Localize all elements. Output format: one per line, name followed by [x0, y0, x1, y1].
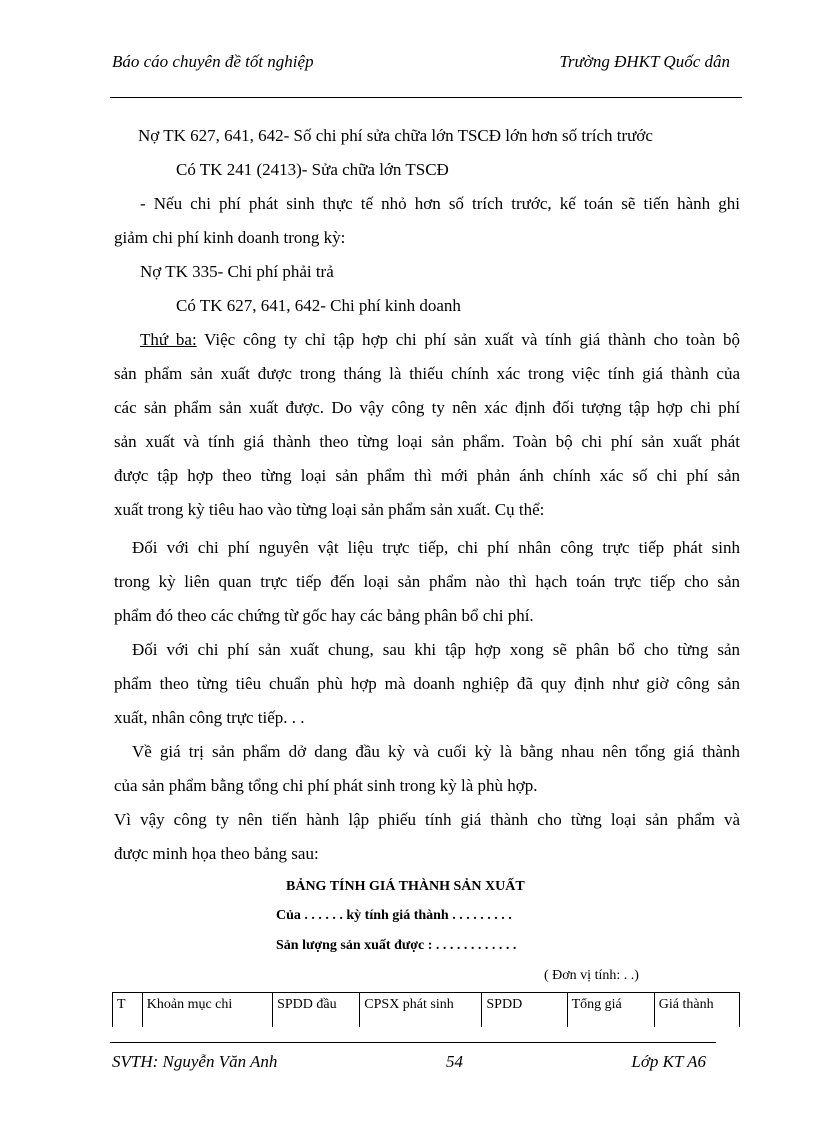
table-header-cell: SPDD đầu: [273, 993, 360, 1028]
text-line: Đối với chi phí sản xuất chung, sau khi tập hợp xong sẽ phân bổ cho từng sản: [132, 640, 740, 659]
text-line: xuất, nhân công trực tiếp. . .: [114, 708, 305, 727]
text-line: Vì vậy công ty nên tiến hành lập phiếu tính giá thành cho từng loại sản phẩm và: [114, 810, 740, 829]
text-line: của sản phẩm bằng tổng chi phí phát sinh trong kỳ là phù hợp.: [114, 776, 538, 795]
text-line: xuất trong kỳ tiêu hao vào từng loại sản phẩm sản xuất. Cụ thể:: [114, 500, 545, 519]
text-line: phẩm đó theo các chứng từ gốc hay các bảng phân bổ chi phí.: [114, 606, 534, 625]
table-header-cell: SPDD: [482, 993, 567, 1028]
table-header-cell: T: [113, 993, 143, 1028]
text-line: Về giá trị sản phẩm dở dang đầu kỳ và cuối kỳ là bằng nhau nên tổng giá thành: [132, 742, 740, 761]
text-line: Nợ TK 627, 641, 642- Số chi phí sửa chữa lớn TSCĐ lớn hơn số trích trước: [138, 126, 653, 145]
table-subtitle: Sản lượng sản xuất được : . . . . . . . . . . . .: [276, 938, 517, 953]
text-line: giảm chi phí kinh doanh trong kỳ:: [114, 228, 346, 247]
text-line: các sản phẩm sản xuất được. Do vậy công ty nên xác định đối tượng tập hợp chi phí: [114, 398, 740, 417]
text-line: [140, 330, 740, 350]
table-header-cell: Giá thành: [654, 993, 739, 1028]
table-header-cell: Khoản mục chi: [142, 993, 272, 1028]
text-line: được minh họa theo bảng sau:: [114, 844, 319, 863]
text-line: Có TK 627, 641, 642- Chi phí kinh doanh: [176, 296, 461, 315]
header-right: Trường ĐHKT Quốc dân: [559, 52, 730, 71]
table-title: BẢNG TÍNH GIÁ THÀNH SẢN XUẤT: [286, 879, 525, 894]
section-label: Thứ ba:: [140, 330, 197, 349]
footer-left: SVTH: Nguyễn Văn Anh: [112, 1052, 278, 1071]
footer-rule: [110, 1042, 716, 1043]
header-left: Báo cáo chuyên đề tốt nghiệp: [112, 52, 314, 71]
text-line: sản xuất và tính giá thành theo từng loại sản phẩm. Toàn bộ chi phí sản xuất phát: [114, 432, 740, 451]
text-line: trong kỳ liên quan trực tiếp đến loại sản phẩm nào thì hạch toán trực tiếp cho sản: [114, 572, 740, 591]
text-line: Có TK 241 (2413)- Sửa chữa lớn TSCĐ: [176, 160, 449, 179]
footer-right: Lớp KT A6: [631, 1052, 706, 1071]
unit-note: ( Đơn vị tính: . .): [544, 968, 639, 983]
text-line: Đối với chi phí nguyên vật liệu trực tiếp, chi phí nhân công trực tiếp phát sinh: [132, 538, 740, 557]
text-line: - Nếu chi phí phát sinh thực tế nhỏ hơn số trích trước, kế toán sẽ tiến hành ghi: [140, 194, 740, 213]
table-header-cell: Tổng giá: [567, 993, 654, 1028]
table-subtitle: Của . . . . . . kỳ tính giá thành . . . . . . . . .: [276, 908, 512, 923]
text-span: Việc công ty chỉ tập hợp chi phí sản xuất và tính giá thành cho toàn bộ: [196, 330, 740, 349]
text-line: Nợ TK 335- Chi phí phải trả: [140, 262, 334, 281]
cost-table: [112, 992, 740, 1027]
header-rule: [110, 97, 742, 98]
text-line: sản phẩm sản xuất được trong tháng là thiếu chính xác trong việc tính giá thành của: [114, 364, 740, 383]
text-line: được tập hợp theo từng loại sản phẩm thì mới phản ánh chính xác số chi phí sản: [114, 466, 740, 485]
page-number: 54: [446, 1052, 463, 1071]
text-line: phẩm theo từng tiêu chuẩn phù hợp mà doanh nghiệp đã quy định như giờ công sản: [114, 674, 740, 693]
table-header-cell: CPSX phát sinh: [360, 993, 482, 1028]
table-header-row: [113, 993, 740, 1028]
